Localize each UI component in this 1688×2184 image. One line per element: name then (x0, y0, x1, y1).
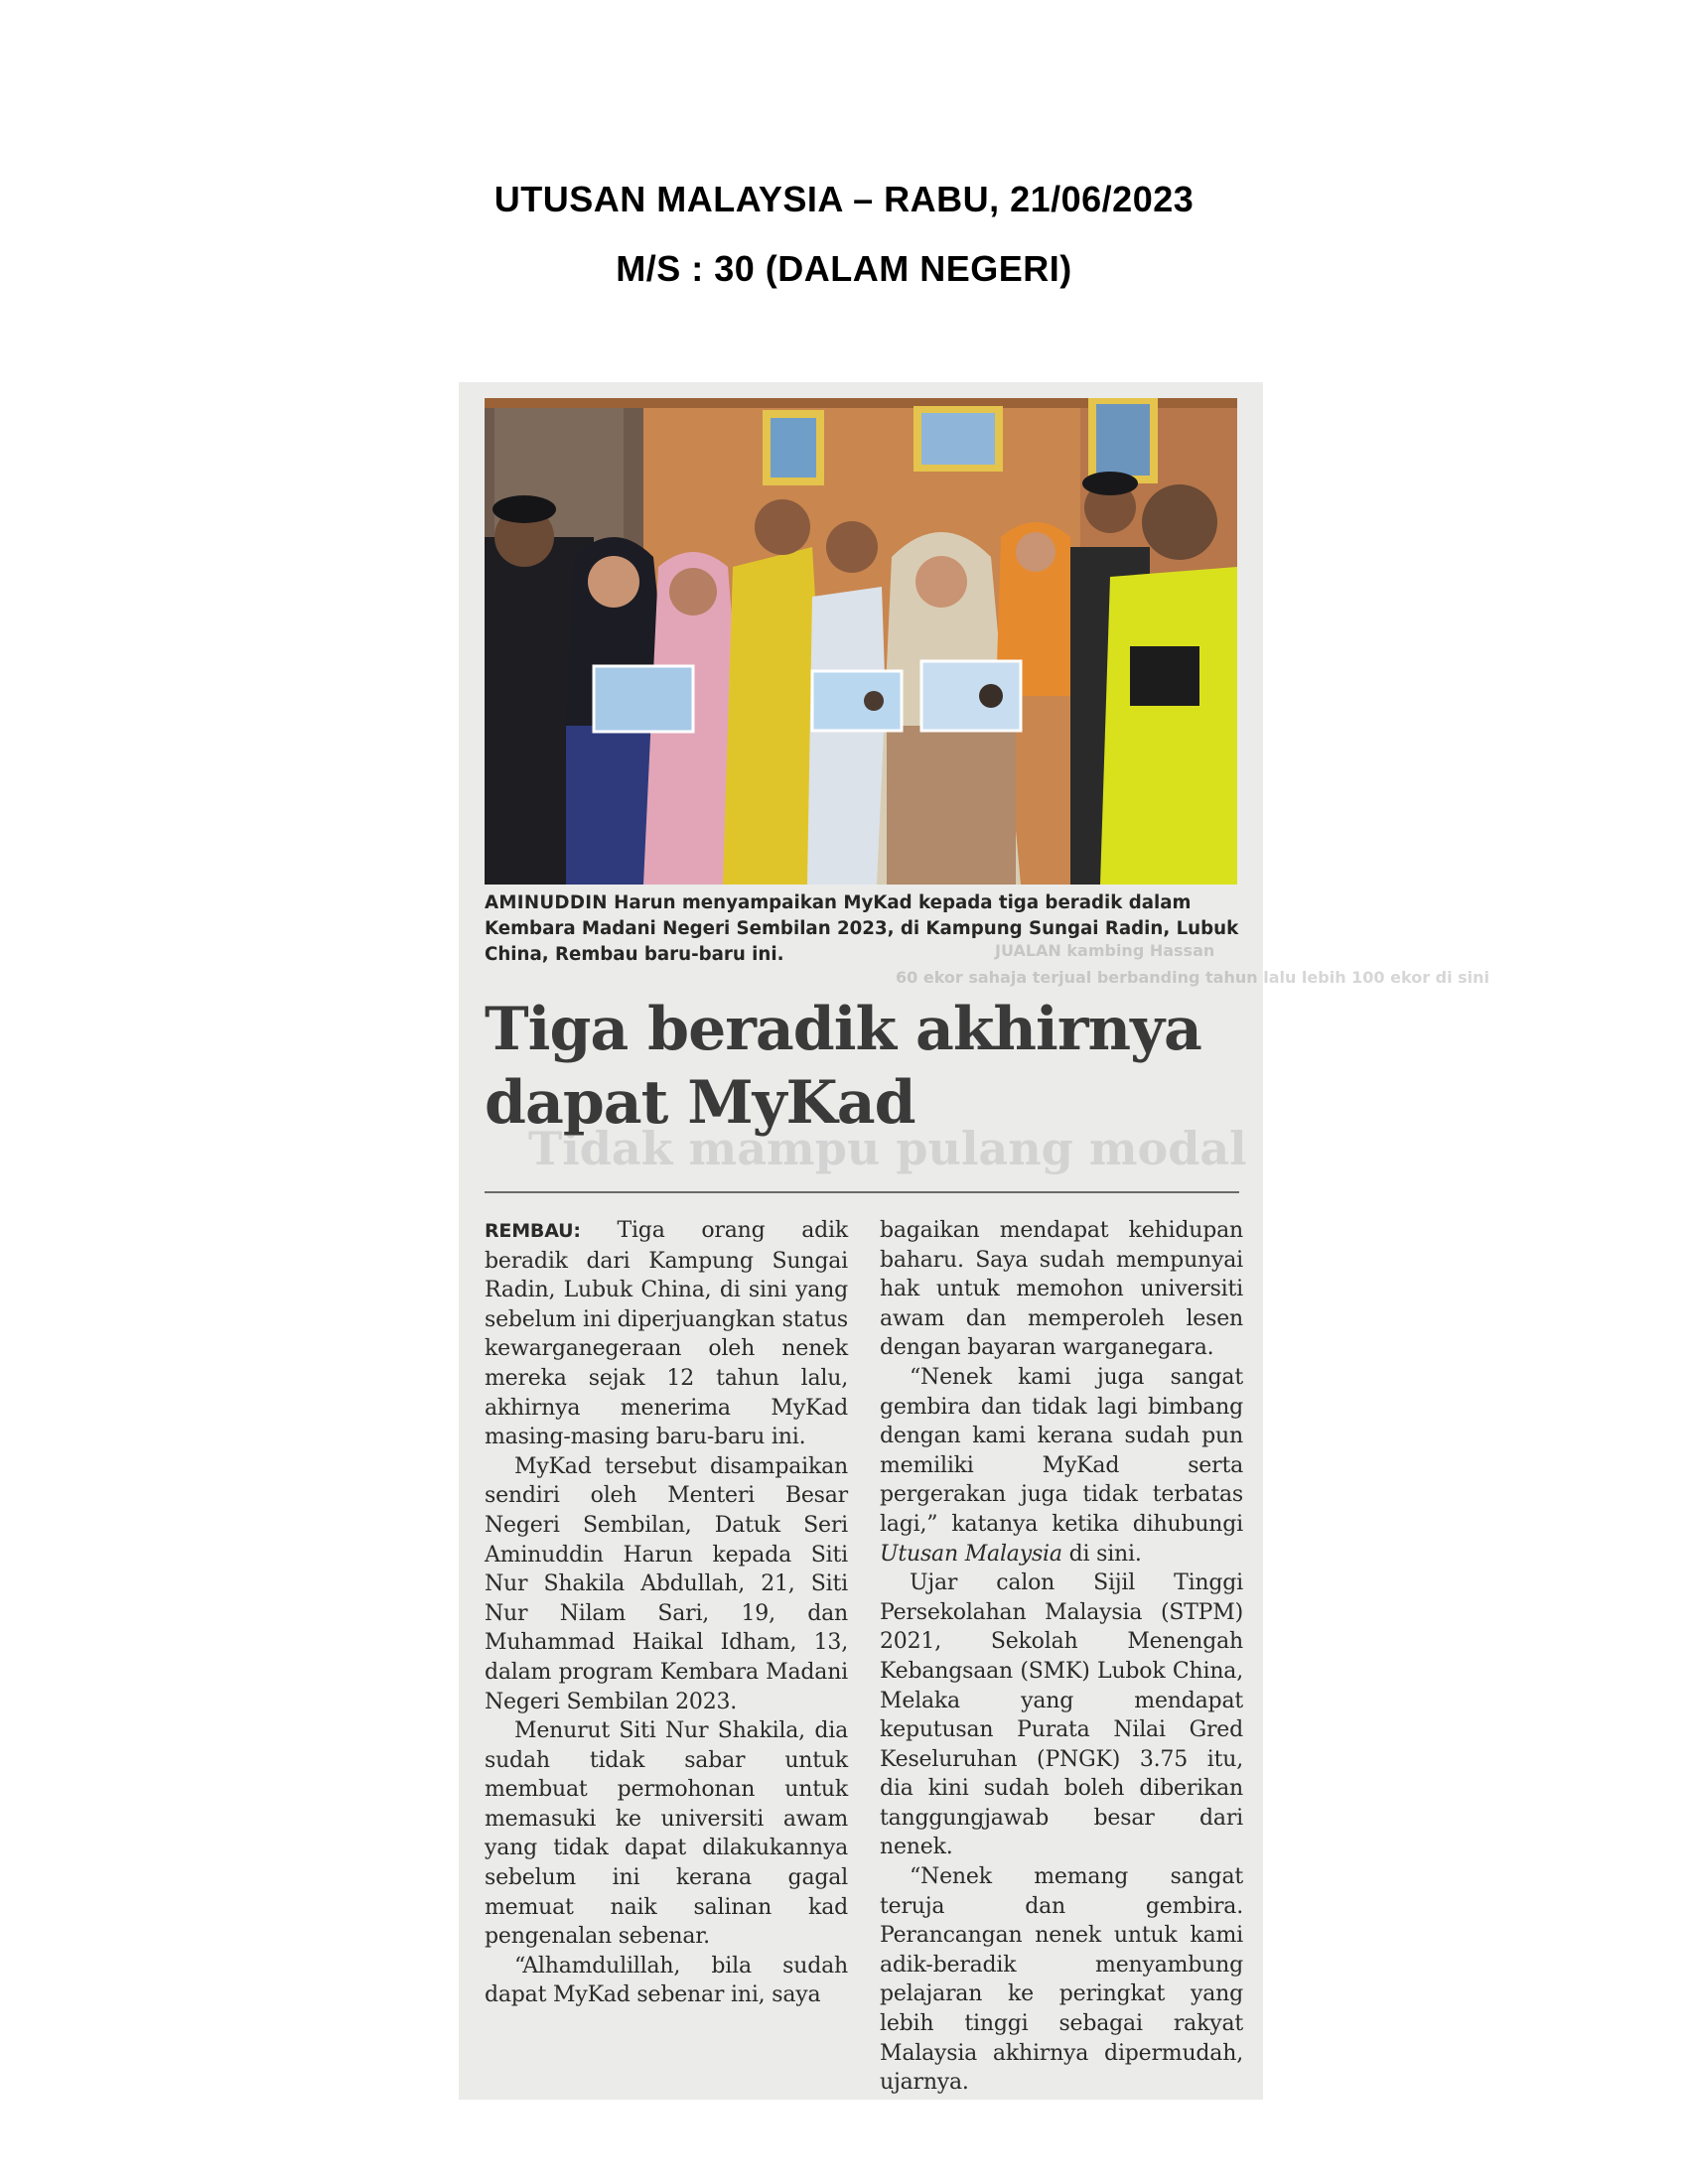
bleed-through-headline: Tidak mampu pulang modal (528, 1122, 1247, 1175)
article-headline: Tiga beradik akhirnya dapat MyKad (485, 995, 1201, 1138)
article-paragraph: Menurut Siti Nur Shakila, dia sudah tidak sabar untuk membuat permohonan untuk memasuki ke universiti awam yang tidak dapat dilakukannya sebelum ini kerana gagal memuat naik salinan kad pengenalan sebenar. (485, 1718, 848, 1950)
header-page-section: M/S : 30 (DALAM NEGERI) (616, 248, 1072, 289)
article-paragraph (880, 1363, 1243, 1569)
caption-text: Harun menyampaikan MyKad kepada tiga beradik dalam Kembara Madani Negeri Sembilan 2023, di Kampung Sungai Radin, Lubuk China, Rembau baru-baru ini. (485, 892, 1239, 965)
article-paragraph: “Alhamdulillah, bila sudah dapat MyKad sebenar ini, saya (485, 1953, 848, 2008)
group-photo (485, 398, 1237, 885)
newspaper-clipping (459, 382, 1490, 2100)
photo-caption (485, 890, 1239, 968)
article-paragraph: Ujar calon Sijil Tinggi Persekolahan Malaysia (STPM) 2021, Sekolah Menengah Kebangsaan (SMK) Lubok China, Melaka yang mendapat keputusan Purata Nilai Gred Keseluruhan (PNGK) 3.75 itu, dia kini sudah boleh diberikan tanggungjawab besar dari nenek. (880, 1570, 1243, 1860)
paragraph-text: “Nenek kami juga sangat gembira dan tidak lagi bimbang dengan kami kerana sudah pun memiliki MyKad serta pergerakan juga tidak terbatas lagi,” katanya ketika dihubungi (880, 1364, 1243, 1537)
article-dateline: REMBAU: (485, 1220, 581, 1242)
article-paragraph (485, 1216, 848, 1452)
article-paragraph: MyKad tersebut disampaikan sendiri oleh Menteri Besar Negeri Sembilan, Datuk Seri Aminuddin Harun kepada Siti Nur Shakila Abdullah, 21, Siti Nur Nilam Sari, 19, dan Muhammad Haikal Idham, 13, dalam program Kembara Madani Negeri Sembilan 2023. (485, 1453, 848, 1714)
bleed-through-line1: JUALAN kambing Hassan (995, 941, 1215, 960)
headline-divider (485, 1191, 1239, 1193)
article-paragraph: “Nenek memang sangat teruja dan gembira. Perancangan nenek untuk kami adik-beradik menyambung pelajaran ke peringkat yang lebih tinggi sebagai rakyat Malaysia akhirnya dipermudah, ujarnya. (880, 1864, 1243, 2096)
paragraph-text: Tiga orang adik beradik dari Kampung Sungai Radin, Lubuk China, di sini yang sebelum ini diperjuangkan status kewarganegeraan oleh nenek mereka sejak 12 tahun lalu, akhirnya menerima MyKad masing-masing baru-baru ini. (485, 1218, 848, 1450)
paragraph-text: di sini. (1061, 1541, 1142, 1567)
article-column-left (485, 1216, 848, 2010)
article-paragraph: bagaikan mendapat kehidupan baharu. Saya sudah mempunyai hak untuk memohon universiti awam dan memperoleh lesen dengan bayaran warganegara. (880, 1218, 1243, 1361)
caption-lead-name: AMINUDDIN (485, 892, 608, 913)
article-column-right (880, 1216, 1243, 2098)
header-publication-date: UTUSAN MALAYSIA – RABU, 21/06/2023 (493, 179, 1195, 219)
source-publication: Utusan Malaysia (880, 1541, 1062, 1567)
bleed-through-line2: 60 ekor sahaja terjual berbanding tahun lalu lebih 100 ekor di sini (896, 968, 1490, 987)
